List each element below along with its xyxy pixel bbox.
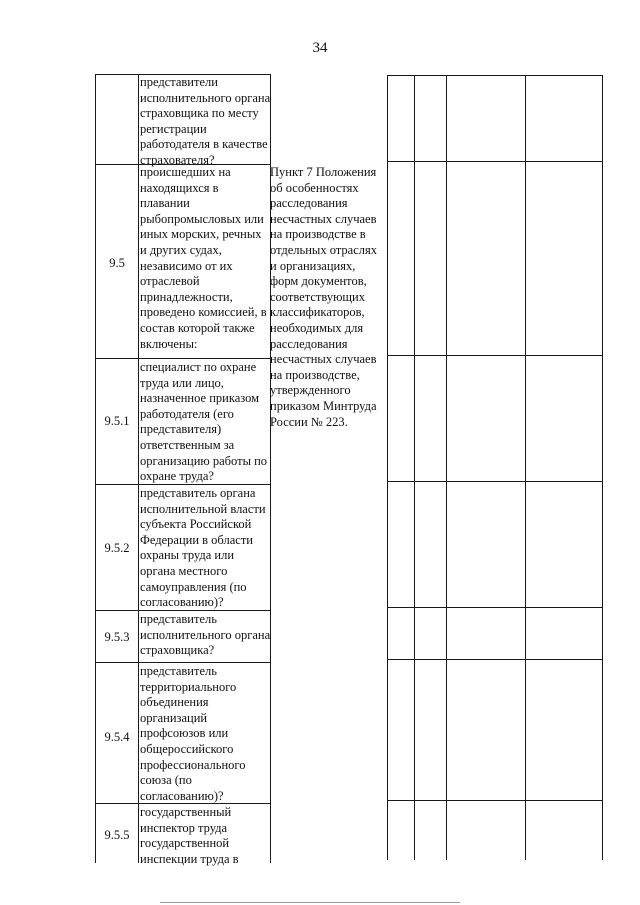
- answer-row-line: [387, 481, 603, 482]
- answer-col-border: [525, 75, 526, 860]
- row-number: 9.5: [109, 256, 125, 270]
- answer-row-line: [387, 161, 603, 162]
- row-question: происшедших на находящихся в плавании рыбопромысловых или иных морских, речных и других судах, независимо от их отраслевой принадлежности, проведено комиссией, в состав которой также включены:: [140, 165, 267, 351]
- answer-col-border: [602, 75, 603, 860]
- answer-row-line: [387, 355, 603, 356]
- row-question: государственный инспектор труда государственной инспекции труда в: [140, 805, 239, 866]
- answer-row-line: [387, 75, 603, 76]
- scan-mark: [160, 902, 460, 903]
- row-separator: [95, 358, 271, 359]
- answer-row-line: [387, 800, 603, 801]
- row-question: представитель исполнительного органа страховщика?: [140, 612, 271, 658]
- legal-reference: Пункт 7 Положения об особенностях расследования несчастных случаев на производстве в отдельных отраслях и организациях, форм документов, соответствующих классификаторов, необходимых для расследования несчастных случаев на производстве, утвержденного приказом Минтруда России № 223.: [270, 165, 377, 429]
- answer-col-border: [414, 75, 415, 860]
- page-number: 34: [312, 40, 328, 56]
- row-question: представитель органа исполнительной власти субъекта Российской Федерации в области охраны труда или органа местного самоуправления (по согласованию)?: [140, 486, 266, 610]
- row-number: 9.5.1: [104, 414, 130, 428]
- row-number: 9.5.4: [104, 730, 130, 744]
- row-question: представитель территориального объединения организаций профсоюзов или общероссийского профессионального союза (по согласованию)?: [140, 664, 246, 803]
- row-number: 9.5.5: [104, 828, 130, 842]
- table-border-num: [138, 74, 139, 863]
- row-separator: [95, 662, 271, 663]
- row-number: 9.5.2: [104, 541, 130, 555]
- answer-row-line: [387, 607, 603, 608]
- row-number: 9.5.3: [104, 630, 130, 644]
- answer-row-line: [387, 659, 603, 660]
- answer-col-border: [446, 75, 447, 860]
- answer-col-border: [387, 75, 388, 860]
- row-question: специалист по охране труда или лицо, назначенное приказом работодателя (его представителя) ответственным за организацию работы по охране труда?: [140, 360, 268, 484]
- row-question: представители исполнительного органа страховщика по месту регистрации работодателя в качестве страхователя?: [140, 75, 271, 167]
